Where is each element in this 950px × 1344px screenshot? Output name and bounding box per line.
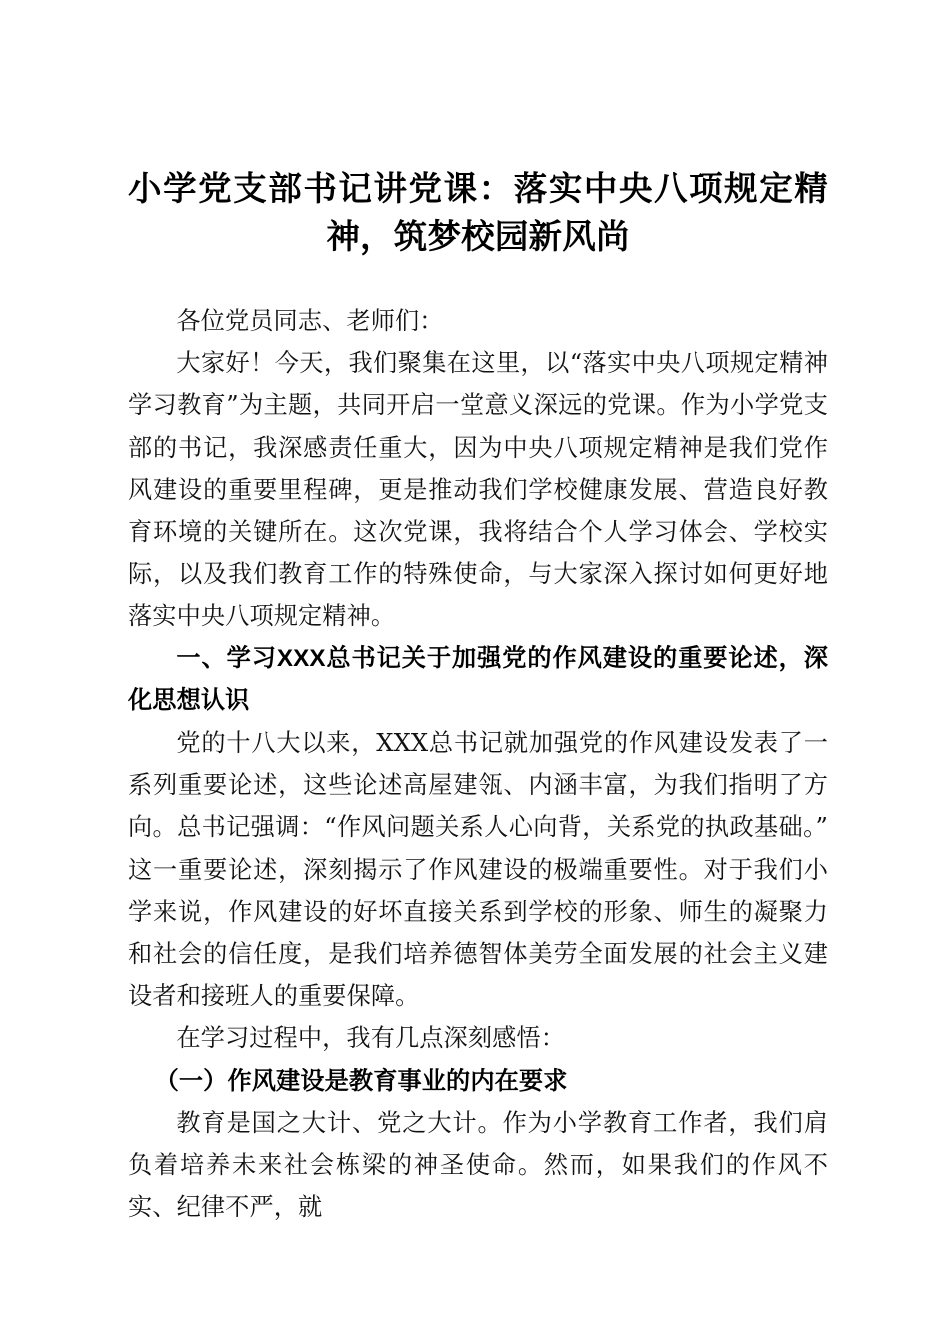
section-1-paragraph-1: 党的十八大以来，XXX总书记就加强党的作风建设发表了一系列重要论述，这些论述高屋建瓴、内涵丰富，为我们指明了方向。总书记强调：“作风问题关系人心向背，关系党的执政基础。”这一重要论述，深刻揭示了作风建设的极端重要性。对于我们小学来说，作风建设的好坏直接关系到学校的形象、师生的凝聚力和社会的信任度，是我们培养德智体美劳全面发展的社会主义建设者和接班人的重要保障。	[128, 729, 828, 1011]
page-title-line-2: 神，筑梦校园新风尚	[326, 219, 630, 256]
sub-1-paragraph-1: 教育是国之大计、党之大计。作为小学教育工作者，我们肩负着培养未来社会栋梁的神圣使命。然而，如果我们的作风不实、纪律不严，就	[128, 1108, 828, 1222]
page-title-line-1: 小学党支部书记讲党课：落实中央八项规定精	[128, 171, 828, 208]
opening-paragraph: 大家好！今天，我们聚集在这里，以“落实中央八项规定精神学习教育”为主题，共同开启一堂意义深远的党课。作为小学党支部的书记，我深感责任重大，因为中央八项规定精神是我们党作风建设的重要里程碑，更是推动我们学校健康发展、营造良好教育环境的关键所在。这次党课，我将结合个人学习体会、学校实际，以及我们教育工作的特殊使命，与大家深入探讨如何更好地落实中央八项规定精神。	[128, 349, 828, 631]
document-body	[128, 300, 828, 1228]
document-content	[128, 0, 828, 1228]
sub-heading-1: （一）作风建设是教育事业的内在要求	[154, 1065, 568, 1095]
page-title	[128, 0, 828, 262]
salutation: 各位党员同志、老师们：	[176, 307, 444, 335]
section-heading-1: 一、学习XXX总书记关于加强党的作风建设的重要论述，深化思想认识	[128, 644, 828, 714]
section-1-paragraph-2: 在学习过程中，我有几点深刻感悟：	[176, 1024, 565, 1053]
